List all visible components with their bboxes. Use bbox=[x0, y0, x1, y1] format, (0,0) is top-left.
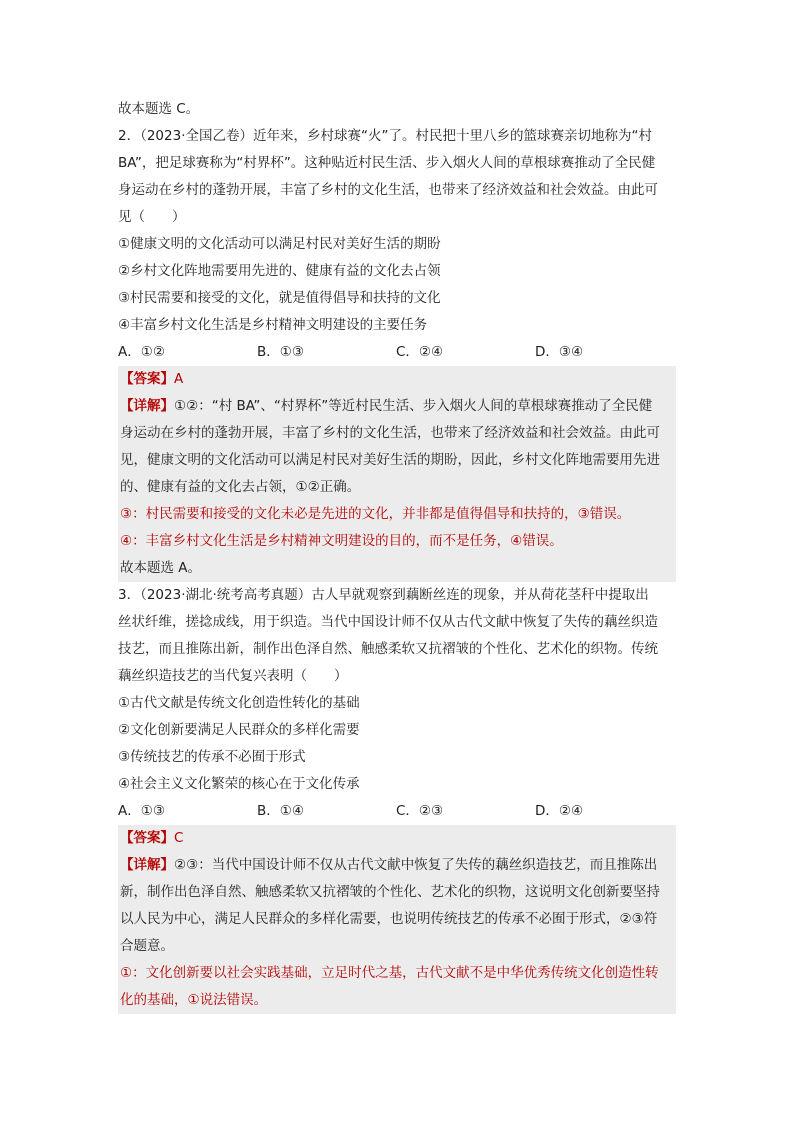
q3-statement: ③传统技艺的传承不必囿于形式 bbox=[118, 749, 306, 765]
q2-stem-line: 身运动在乡村的蓬勃开展，丰富了乡村的文化生活，也带来了经济效益和社会效益。由此可 bbox=[118, 182, 658, 198]
q2-option-a: A．①② bbox=[118, 344, 165, 360]
q2-statement: ③村民需要和接受的文化，就是值得倡导和扶持的文化 bbox=[118, 290, 441, 306]
q2-option-b: B．①③ bbox=[257, 344, 304, 360]
q3-stem-line: 3．（2023·湖北·统考高考真题）古人早就观察到藕断丝连的现象，并从荷花茎秆中提取出 bbox=[118, 587, 649, 603]
q2-answer-label: 【答案】 bbox=[120, 371, 174, 387]
q1-conclusion: 故本题选 C。 bbox=[118, 101, 200, 117]
q3-option-a: A．①③ bbox=[118, 803, 165, 819]
q2-answer bbox=[120, 366, 674, 393]
q3-wrong-line: 化的基础，①说法错误。 bbox=[120, 992, 268, 1008]
q2-wrong-line: ③：村民需要和接受的文化未必是先进的文化，并非都是值得倡导和扶持的，③错误。 bbox=[120, 506, 631, 522]
q2-answer-value: A bbox=[174, 371, 184, 387]
q2-option-c: C．②④ bbox=[396, 344, 444, 360]
q2-analysis-line: 见，健康文明的文化活动可以满足村民对美好生活的期盼，因此，乡村文化阵地需要用先进 bbox=[120, 452, 660, 468]
q3-option-d: D．②④ bbox=[535, 803, 584, 819]
q2-statement: ④丰富乡村文化生活是乡村精神文明建设的主要任务 bbox=[118, 317, 428, 333]
q3-analysis-line: 新，制作出色泽自然、触感柔软又抗褶皱的个性化、艺术化的织物，这说明文化创新要坚持 bbox=[120, 884, 660, 900]
q3-statement: ①古代文献是传统文化创造性转化的基础 bbox=[118, 695, 360, 711]
q2-option-d: D．③④ bbox=[535, 344, 584, 360]
q3-analysis-label: 【详解】 bbox=[120, 857, 174, 873]
q3-options bbox=[118, 798, 676, 825]
q2-analysis-line: 身运动在乡村的蓬勃开展，丰富了乡村的文化生活，也带来了经济效益和社会效益。由此可 bbox=[120, 425, 660, 441]
q2-analysis-line: 的、健康有益的文化去占领，①②正确。 bbox=[120, 479, 361, 495]
q2-conclusion: 故本题选 A。 bbox=[120, 560, 202, 576]
q3-option-b: B．①④ bbox=[257, 803, 304, 819]
q2-options bbox=[118, 339, 676, 366]
q3-stem-line: 丝状纤维，搓捻成线，用于织造。当代中国设计师不仅从古代文献中恢复了失传的藕丝织造 bbox=[118, 614, 658, 630]
question-3 bbox=[118, 582, 676, 1014]
q3-analysis-text: ②③：当代中国设计师不仅从古代文献中恢复了失传的藕丝织造技艺，而且推陈出 bbox=[174, 857, 658, 873]
q2-statement: ②乡村文化阵地需要用先进的、健康有益的文化去占领 bbox=[118, 263, 441, 279]
q3-solution-block bbox=[118, 825, 676, 1014]
q2-analysis-line bbox=[120, 393, 674, 420]
q3-analysis-line bbox=[120, 852, 674, 879]
question-2 bbox=[118, 123, 676, 582]
q2-analysis-label: 【详解】 bbox=[120, 398, 174, 414]
q3-option-c: C．②③ bbox=[396, 803, 444, 819]
q2-statement: ①健康文明的文化活动可以满足村民对美好生活的期盼 bbox=[118, 236, 441, 252]
q3-analysis-line: 以人民为中心，满足人民群众的多样化需要，也说明传统技艺的传承不必囿于形式，②③符 bbox=[120, 911, 658, 927]
q3-stem-line: 藕丝织造技艺的当代复兴表明（ ） bbox=[118, 668, 348, 684]
q2-stem-line: BA”，把足球赛称为“村界杯”。这种贴近村民生活、步入烟火人间的草根球赛推动了全民健 bbox=[118, 155, 656, 171]
q2-wrong-line: ④：丰富乡村文化生活是乡村精神文明建设的目的，而不是任务，④错误。 bbox=[120, 533, 563, 549]
q2-stem-line: 2．（2023·全国乙卷）近年来，乡村球赛“火”了。村民把十里八乡的篮球赛亲切地称为“村 bbox=[118, 128, 652, 144]
q2-analysis-text: ①②：“村 BA”、“村界杯”等近村民生活、步入烟火人间的草根球赛推动了全民健 bbox=[174, 398, 653, 414]
q2-stem-line: 见（ ） bbox=[118, 209, 186, 225]
q3-wrong-line: ①：文化创新要以社会实践基础，立足时代之基，古代文献不是中华优秀传统文化创造性转 bbox=[120, 965, 659, 981]
q2-solution-block bbox=[118, 366, 676, 582]
q3-answer bbox=[120, 825, 674, 852]
q3-answer-value: C bbox=[174, 830, 184, 846]
q3-stem-line: 技艺，而且推陈出新，制作出色泽自然、触感柔软又抗褶皱的个性化、艺术化的织物。传统 bbox=[118, 641, 658, 657]
q3-statement: ④社会主义文化繁荣的核心在于文化传承 bbox=[118, 776, 360, 792]
document-page bbox=[118, 96, 676, 1014]
q3-statement: ②文化创新要满足人民群众的多样化需要 bbox=[118, 722, 360, 738]
q3-answer-label: 【答案】 bbox=[120, 830, 174, 846]
q3-analysis-line: 合题意。 bbox=[120, 938, 174, 954]
